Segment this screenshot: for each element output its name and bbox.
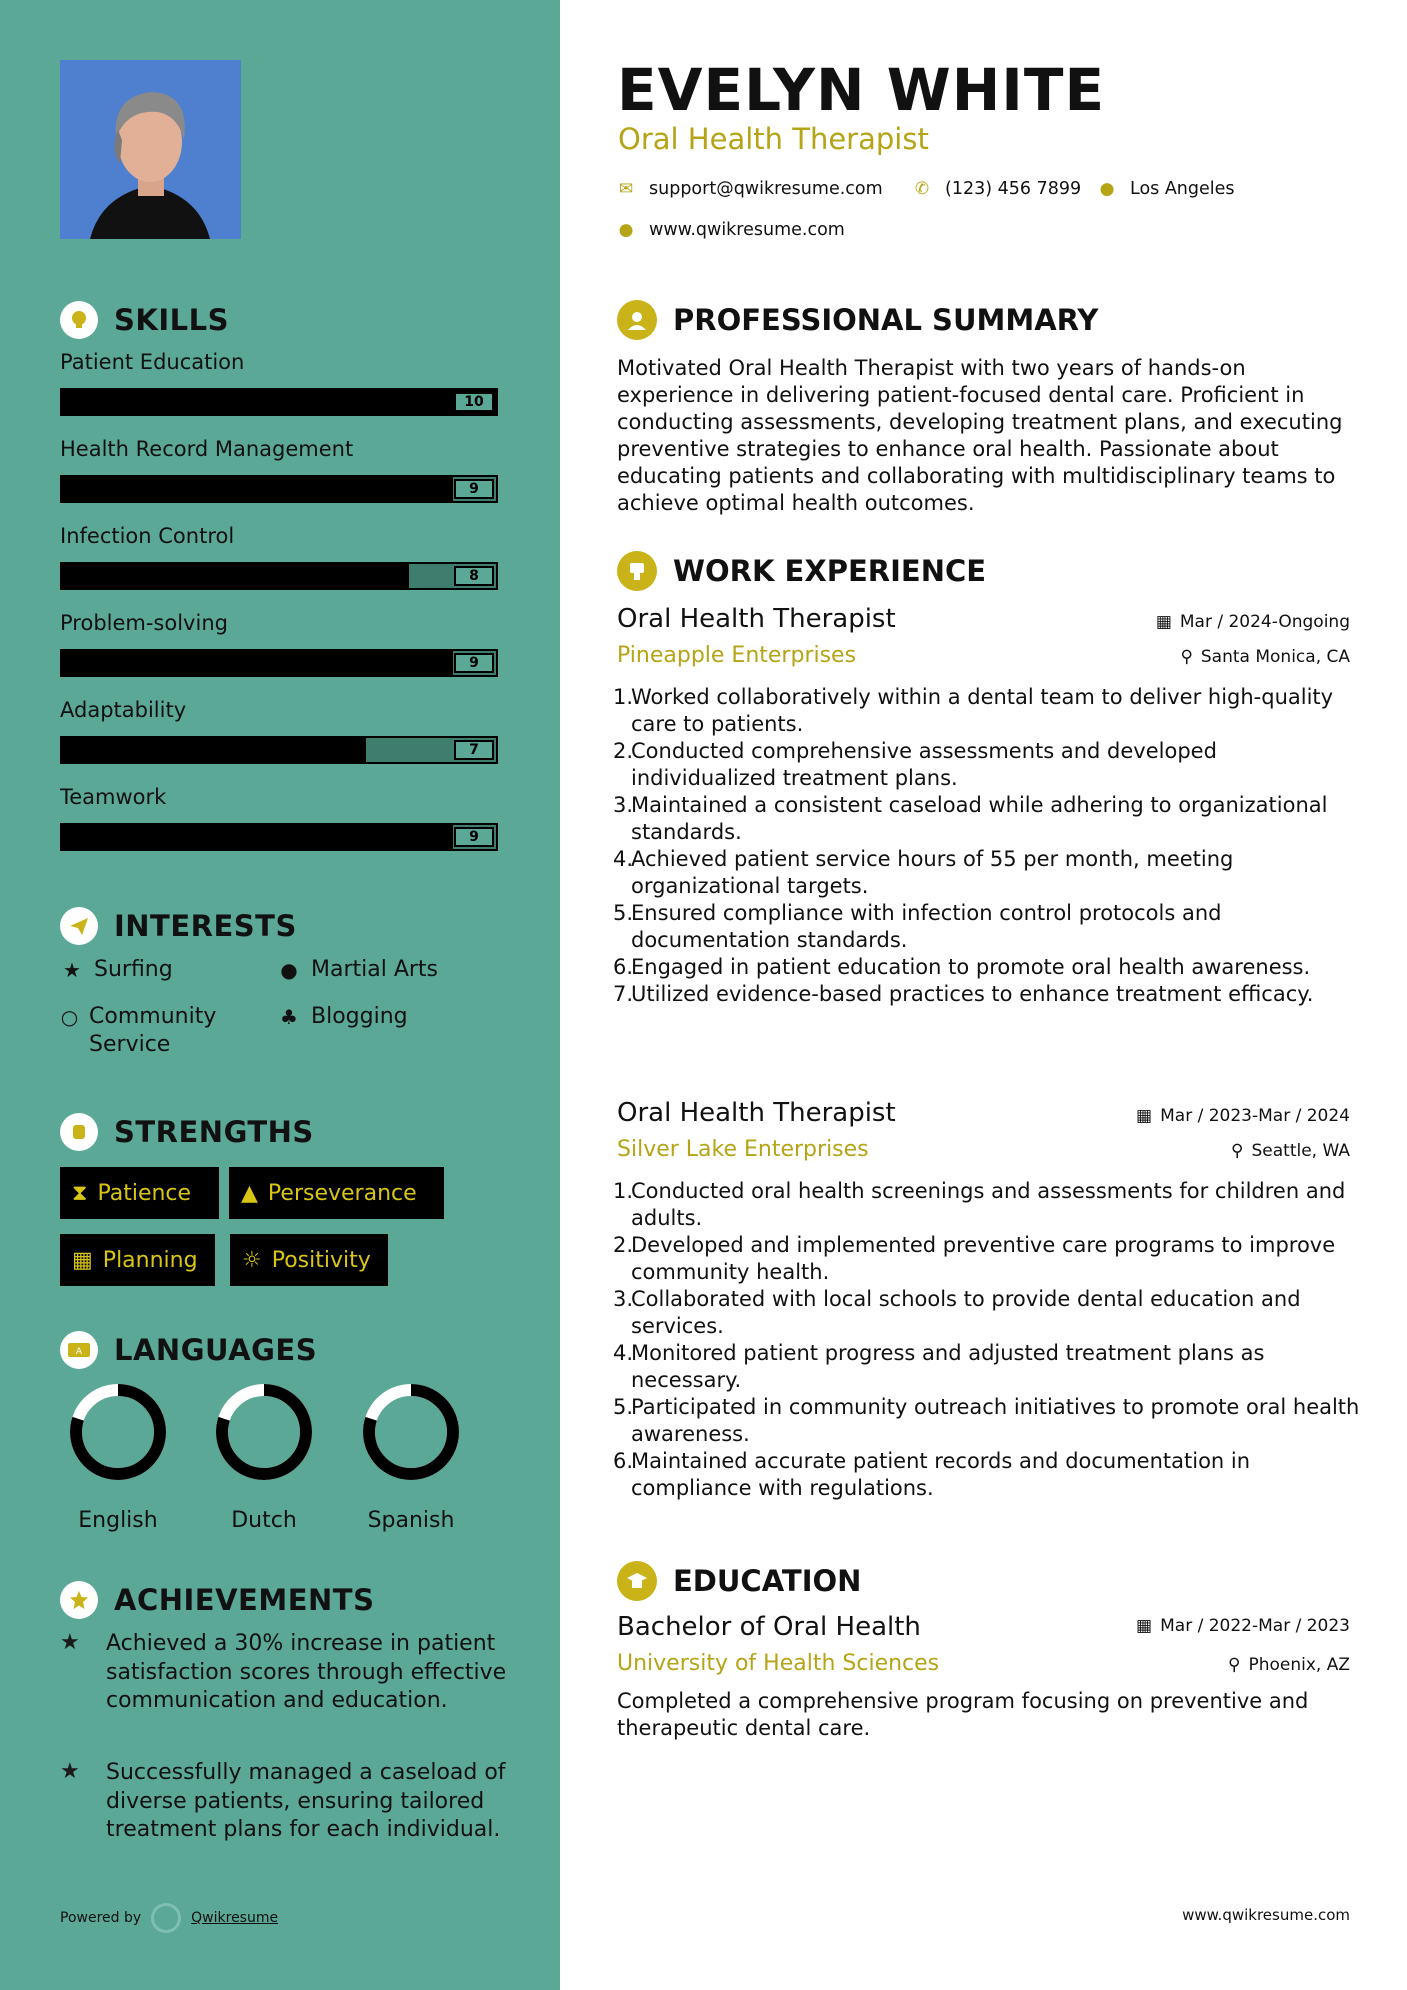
list-item: 5. Participated in community outreach initiatives to promote oral health awareness.: [613, 1395, 1360, 1446]
language-label: Spanish: [367, 1508, 455, 1533]
list-item: 3. Maintained a consistent caseload while adhering to organizational standards.: [613, 793, 1328, 844]
users-icon: ♣: [280, 1005, 298, 1029]
hourglass-icon: ⧗: [72, 1180, 88, 1206]
job-title: Oral Health Therapist: [617, 604, 896, 634]
summary-text: Motivated Oral Health Therapist with two years of hands-on experience in delivering patient-focused dental care. Proficient in conducting assessments, developing treatment plans, and executing preventive strategies to enhance oral health. Passionate about educating patients and collaborating with multidisciplinary teams to achieve optimal health outcomes.: [617, 356, 1343, 515]
pin-icon: ⚲: [1231, 1141, 1244, 1161]
degree-title: Bachelor of Oral Health: [617, 1612, 921, 1642]
strength-label: Patience: [97, 1180, 192, 1206]
candidate-name: EVELYN WHITE: [617, 56, 1106, 124]
sidebar: [0, 0, 560, 1990]
interest-item: [277, 1003, 408, 1031]
envelope-icon: ✉: [618, 179, 634, 199]
skill-label: Patient Education: [60, 350, 245, 374]
language-ring: [214, 1382, 314, 1482]
list-item: 2. Conducted comprehensive assessments and developed individualized treatment plans.: [613, 739, 1217, 790]
powered-by: [60, 1903, 278, 1933]
skill-item: [60, 611, 500, 677]
person-portrait-icon: [60, 60, 241, 239]
powered-by-label: Powered by: [60, 1910, 142, 1926]
strength-badge: [60, 1234, 215, 1286]
shooting-star-icon: ★: [60, 1759, 80, 1784]
achievements-title: ACHIEVEMENTS: [114, 1583, 375, 1617]
job-bullets: [613, 1178, 1367, 1502]
strengths-title: STRENGTHS: [114, 1115, 314, 1149]
phone-icon: ✆: [914, 179, 930, 199]
languages-title: LANGUAGES: [114, 1333, 318, 1367]
job-dates-text: Mar / 2024-Ongoing: [1179, 612, 1350, 632]
skill-label: Adaptability: [60, 698, 187, 722]
interest-label: Surfing: [94, 957, 173, 982]
achievements-heading: [60, 1581, 374, 1619]
skill-bar: [60, 475, 498, 503]
skill-item: [60, 698, 500, 764]
language-item: [58, 1382, 178, 1533]
interest-item: [60, 956, 173, 984]
skill-bar-fill: [62, 390, 496, 414]
interest-label: Community Service: [89, 1004, 217, 1057]
calendar-icon: ▦: [1155, 612, 1172, 632]
star-icon: ★: [63, 958, 81, 982]
phone-text[interactable]: (123) 456 7899: [945, 179, 1082, 199]
skill-bar: [60, 649, 498, 677]
skill-bar: [60, 562, 498, 590]
map-pin-icon: ●: [1099, 179, 1115, 199]
profile-photo: [60, 60, 241, 239]
interest-label: Martial Arts: [311, 957, 439, 982]
language-label: English: [78, 1508, 158, 1533]
education-dates-text: Mar / 2022-Mar / 2023: [1160, 1616, 1350, 1636]
user-icon: [617, 300, 657, 340]
strength-label: Positivity: [271, 1247, 371, 1273]
skill-label: Health Record Management: [60, 437, 354, 461]
strengths-heading: [60, 1113, 314, 1151]
footer-url[interactable]: www.qwikresume.com: [1182, 1906, 1350, 1924]
education-text: Completed a comprehensive program focusing on preventive and therapeutic dental care.: [617, 1689, 1309, 1740]
skill-bar: [60, 823, 498, 851]
school-name: University of Health Sciences: [617, 1651, 940, 1676]
job-location-text: Santa Monica, CA: [1200, 647, 1350, 667]
skill-bar: [60, 736, 498, 764]
globe-icon: ●: [280, 958, 298, 982]
languages-heading: [60, 1331, 317, 1369]
contact-phone: [913, 179, 1081, 199]
job-company: Pineapple Enterprises: [617, 643, 857, 668]
lightbulb-icon: [60, 301, 98, 339]
interest-item: [60, 1003, 260, 1059]
fist-icon: [60, 1113, 98, 1151]
achievement-item: [60, 1759, 510, 1845]
education-dates: [1136, 1616, 1350, 1636]
list-item: 1. Conducted oral health screenings and assessments for children and adults.: [613, 1179, 1346, 1230]
job-dates-text: Mar / 2023-Mar / 2024: [1160, 1106, 1350, 1126]
skill-score: 10: [454, 392, 494, 412]
skill-score: 9: [454, 827, 494, 847]
shooting-star-icon: ★: [60, 1630, 80, 1655]
language-item: [351, 1382, 471, 1533]
job-location-text: Seattle, WA: [1251, 1141, 1350, 1161]
list-item: 4. Achieved patient service hours of 55 per month, meeting organizational targets.: [613, 847, 1234, 898]
interest-item: [277, 956, 438, 984]
sun-icon: ☼: [242, 1247, 262, 1273]
skill-score: 8: [454, 566, 494, 586]
paper-plane-icon: [60, 907, 98, 945]
email-text[interactable]: support@qwikresume.com: [649, 179, 883, 199]
skill-score: 9: [454, 653, 494, 673]
job-location: [1231, 1141, 1350, 1161]
strength-badge: [229, 1167, 444, 1219]
contact-email: [617, 179, 883, 199]
svg-text:A: A: [75, 1347, 83, 1357]
globe-icon: ●: [618, 220, 634, 240]
skill-bar-fill: [62, 477, 453, 501]
skill-bar-fill: [62, 825, 453, 849]
calendar-icon: ▦: [1136, 1616, 1153, 1636]
hand-icon: ○: [60, 1005, 79, 1029]
contact-location: [1098, 179, 1235, 199]
job-dates: [1136, 1106, 1350, 1126]
work-title: WORK EXPERIENCE: [673, 554, 987, 588]
education-title: EDUCATION: [673, 1564, 862, 1598]
main-column: [560, 0, 1407, 1990]
skill-item: [60, 350, 500, 416]
achievement-item: [60, 1630, 510, 1716]
language-item: [204, 1382, 324, 1533]
achievement-text: Achieved a 30% increase in patient satisfaction scores through effective communication and education.: [106, 1631, 507, 1713]
calendar-icon: ▦: [72, 1247, 93, 1273]
list-item: 1. Worked collaboratively within a dental team to deliver high-quality care to patients.: [613, 685, 1334, 736]
list-item: 7. Utilized evidence-based practices to enhance treatment efficacy.: [613, 982, 1314, 1006]
location-text: Los Angeles: [1130, 179, 1235, 199]
skill-score: 7: [454, 740, 494, 760]
strength-badge: [230, 1234, 388, 1286]
list-item: 2. Developed and implemented preventive care programs to improve community health.: [613, 1233, 1336, 1284]
education-location: [1228, 1655, 1350, 1675]
road-icon: ▲: [241, 1180, 258, 1206]
briefcase-icon: [617, 551, 657, 591]
interests-title: INTERESTS: [114, 909, 297, 943]
job-dates: [1156, 612, 1350, 632]
skill-bar-fill: [62, 651, 453, 675]
job-title: Oral Health Therapist: [617, 1098, 896, 1128]
summary-title: PROFESSIONAL SUMMARY: [673, 303, 1099, 337]
work-heading: [617, 551, 986, 591]
interest-label: Blogging: [311, 1004, 408, 1029]
calendar-icon: ▦: [1136, 1106, 1153, 1126]
job-company: Silver Lake Enterprises: [617, 1137, 869, 1162]
skill-item: [60, 785, 500, 851]
star-badge-icon: [60, 1581, 98, 1619]
graduation-cap-icon: [617, 1561, 657, 1601]
strength-badge: [60, 1167, 219, 1219]
pin-icon: ⚲: [1228, 1655, 1241, 1675]
skills-title: SKILLS: [114, 303, 229, 337]
education-heading: [617, 1561, 861, 1601]
qwikresume-logo-icon: [151, 1903, 181, 1933]
language-ring: [68, 1382, 168, 1482]
contact-website: [617, 220, 845, 240]
candidate-title: Oral Health Therapist: [618, 122, 929, 156]
skill-item: [60, 437, 500, 503]
language-ring: [361, 1382, 461, 1482]
translate-icon: [60, 1331, 98, 1369]
skill-bar-fill: [62, 564, 409, 588]
skill-bar: [60, 388, 498, 416]
achievement-text: Successfully managed a caseload of diverse patients, ensuring tailored treatment plans for each individual.: [106, 1760, 506, 1842]
skill-item: [60, 524, 500, 590]
skill-label: Infection Control: [60, 524, 235, 548]
list-item: 4. Monitored patient progress and adjusted treatment plans as necessary.: [613, 1341, 1265, 1392]
qwikresume-link[interactable]: Qwikresume: [191, 1910, 279, 1926]
skill-label: Problem-solving: [60, 611, 228, 635]
pin-icon: ⚲: [1180, 647, 1193, 667]
skills-heading: [60, 301, 229, 339]
education-location-text: Phoenix, AZ: [1248, 1655, 1350, 1675]
list-item: 6. Maintained accurate patient records and documentation in compliance with regulations.: [613, 1449, 1251, 1500]
strength-label: Perseverance: [267, 1180, 417, 1206]
website-text[interactable]: www.qwikresume.com: [649, 220, 845, 240]
strength-label: Planning: [102, 1247, 198, 1273]
job-bullets: [613, 684, 1367, 1008]
skill-label: Teamwork: [60, 785, 167, 809]
list-item: 6. Engaged in patient education to promote oral health awareness.: [613, 955, 1311, 979]
skill-bar-fill: [62, 738, 366, 762]
summary-heading: [617, 300, 1098, 340]
skill-score: 9: [454, 479, 494, 499]
job-location: [1180, 647, 1350, 667]
language-label: Dutch: [231, 1508, 297, 1533]
interests-heading: [60, 907, 297, 945]
list-item: 3. Collaborated with local schools to provide dental education and services.: [613, 1287, 1301, 1338]
list-item: 5. Ensured compliance with infection control protocols and documentation standards.: [613, 901, 1222, 952]
